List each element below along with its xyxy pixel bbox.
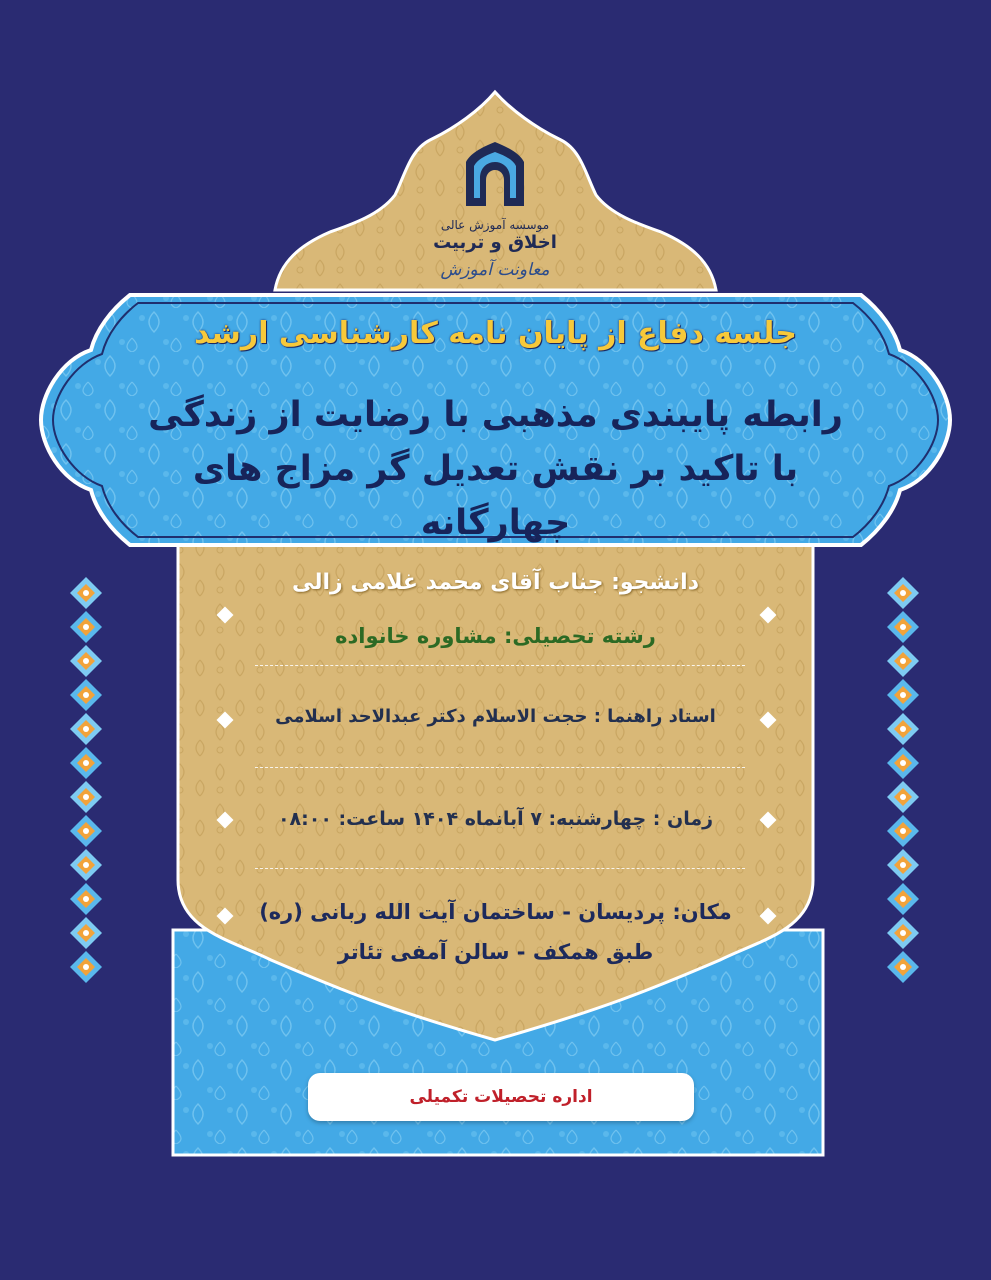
tile-dot [900,624,906,630]
thesis-title-line-1: رابطه پایبندی مذهبی با رضایت از زندگی [148,395,843,435]
tile-dot [83,896,89,902]
student-name: دانشجو: جناب آقای محمد غلامی زالی [291,570,700,595]
event-heading: جلسه دفاع از پایان نامه کارشناسی ارشد [194,316,797,351]
tile-dot [900,760,906,766]
tile-dot [83,658,89,664]
advisor-name: استاد راهنما : حجت الاسلام دکتر عبدالاحد اسلامی [275,706,716,727]
tile-dot [83,726,89,732]
tile-dot [900,930,906,936]
tile-dot [900,964,906,970]
tile-dot [83,964,89,970]
left-tile-pattern [66,575,106,990]
tile-dot [900,896,906,902]
institution-logo-icon [458,140,532,214]
thesis-title [120,388,871,550]
divider-3 [255,868,745,869]
event-location-line-2: طبق همکف - سالن آمفی تئاتر [337,940,654,964]
tile-dot [83,930,89,936]
tile-dot [900,794,906,800]
graduate-office-button[interactable] [308,1073,694,1121]
divider-2 [255,767,745,768]
tile-dot [83,692,89,698]
event-time: زمان : چهارشنبه: ۷ آبانماه ۱۴۰۴ ساعت: ۰۸:۰۰ [277,808,714,830]
field-of-study: رشته تحصیلی: مشاوره خانواده [335,624,656,648]
thesis-title-line-2: با تاکید بر نقش تعدیل گر مزاج های چهارگانه [192,449,799,543]
tile-dot [83,760,89,766]
tile-dot [83,794,89,800]
tile-dot [83,590,89,596]
event-location-line-1: مکان: پردیسان - ساختمان آیت الله ربانی (ره) [259,900,732,924]
tile-dot [900,828,906,834]
graduate-office-label: اداره تحصیلات تکمیلی [409,1087,593,1107]
department-name: معاونت آموزش [440,260,550,280]
institution-label: موسسه آموزش عالی [440,218,550,232]
tile-dot [83,862,89,868]
tile-dot [900,726,906,732]
tile-dot [900,862,906,868]
tile-dot [83,624,89,630]
tile-dot [83,828,89,834]
institution-logo-block [395,140,595,280]
institution-name: اخلاق و تربیت [433,232,557,253]
right-tile-pattern [883,575,923,990]
tile-dot [900,692,906,698]
tile-dot [900,658,906,664]
tile-dot [900,590,906,596]
divider-1 [255,665,745,666]
